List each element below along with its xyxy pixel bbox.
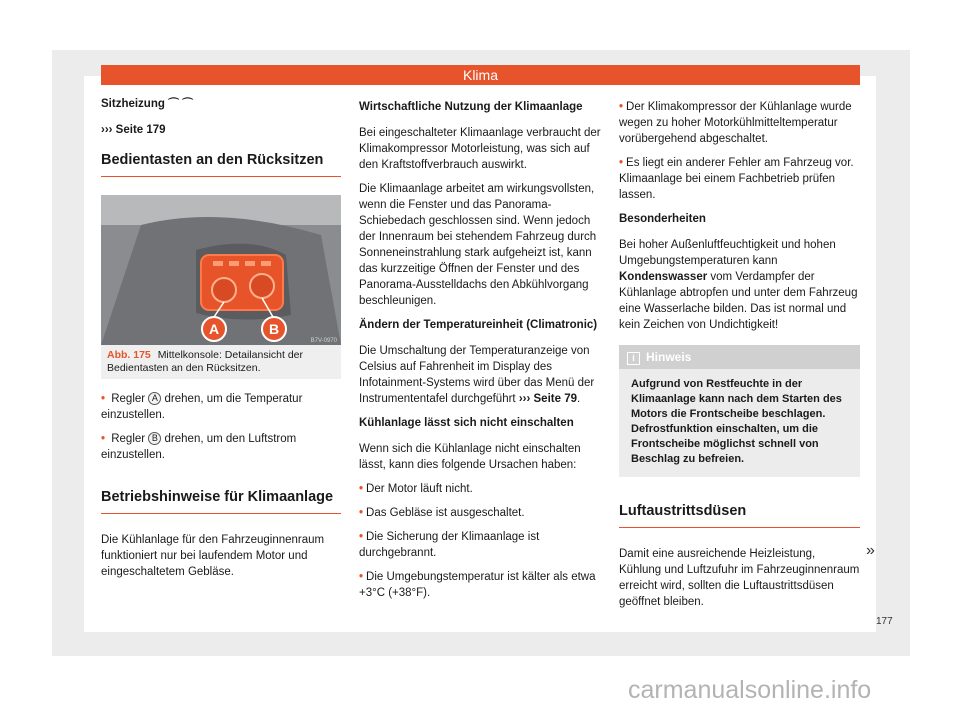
column-left xyxy=(101,96,341,588)
console-illustration xyxy=(101,195,341,345)
cause-item: • Der Motor läuft nicht. xyxy=(359,483,473,495)
cause-item: • Die Umgebungstemperatur ist kälter als etwa +3°C (+38°F). xyxy=(359,571,596,599)
key-b-icon: B xyxy=(148,432,161,445)
cooling-wont-start-text: Wenn sich die Kühlanlage nicht einschalten lässt, kann dies folgende Ursachen haben: xyxy=(359,443,581,471)
cause-item: • Die Sicherung der Klimaanlage ist durchgebrannt. xyxy=(359,531,540,559)
bullet-dot-icon: • xyxy=(359,483,364,495)
cause-item: • Der Klimakompressor der Kühlanlage wurde wegen zu hoher Motorkühlmitteltemperatur vorübergehend abgeschaltet. xyxy=(619,101,852,145)
marker-b: B xyxy=(268,321,280,337)
bullet2-post: drehen, um den Luftstrom einzustellen. xyxy=(101,433,297,461)
bullet-dot-icon: • xyxy=(619,157,624,169)
note-title: Hinweis xyxy=(646,350,692,364)
section-header-bar: Klima xyxy=(101,65,860,85)
temperature-unit-text: Die Umschaltung der Temperaturanzeige von Celsius auf Fahrenheit im Display des Infotainment-Systems wird über das Menü der Instrumententafel durchgeführt ››› Seite 79. xyxy=(359,345,595,405)
bullet-dot-icon: • xyxy=(359,507,364,519)
page-number: 177 xyxy=(876,616,893,627)
note-header xyxy=(619,345,860,369)
column-right xyxy=(619,99,860,618)
key-a-icon: A xyxy=(148,392,161,405)
heading-temperature-unit: Ändern der Temperatureinheit (Climatronic) xyxy=(359,319,598,331)
bullet-dot-icon: • xyxy=(101,393,106,405)
temperature-unit-body: Die Umschaltung der Temperaturanzeige von Celsius auf Fahrenheit im Display des Infotainment-Systems wird über das Menü der Instrumententafel durchgeführt xyxy=(359,345,595,405)
info-icon: i xyxy=(627,352,640,365)
bullet-regler-b xyxy=(101,431,341,463)
bullet-dot-icon: • xyxy=(359,531,364,543)
heading-rear-controls: Bedientasten an den Rücksitzen xyxy=(101,152,341,177)
figure-caption xyxy=(101,345,341,379)
bullet-dot-icon: • xyxy=(101,433,106,445)
continue-arrow-icon: » xyxy=(866,542,875,559)
caption-text: Mittelkonsole: Detailansicht der Bedientasten an den Rücksitzen. xyxy=(107,349,304,374)
bullet-dot-icon: • xyxy=(619,101,624,113)
console-photo xyxy=(101,195,341,345)
bullet-dot-icon: • xyxy=(359,571,364,583)
heading-economical-use: Wirtschaftliche Nutzung der Klimaanlage xyxy=(359,101,583,113)
bullet2-pre: Regler xyxy=(111,433,146,445)
sitzheizung-label: Sitzheizung xyxy=(101,98,165,110)
economical-use-text-1: Bei eingeschalteter Klimaanlage verbraucht der Klimakompressor Motorleistung, was sich auf den Kraftstoffverbrauch auswirkt. xyxy=(359,127,601,171)
heading-air-vents: Luftaustrittsdüsen xyxy=(619,503,860,528)
heading-special-features: Besonderheiten xyxy=(619,213,706,225)
watermark: carmanualsonline.info xyxy=(628,676,872,704)
heading-operating-notes: Betriebshinweise für Klimaanlage xyxy=(101,489,341,514)
bullet1-pre: Regler xyxy=(111,393,146,405)
air-vents-text: Damit eine ausreichende Heizleistung, Kühlung und Luftzufuhr im Fahrzeuginnenraum erreicht wird, sollten die Luftaustrittsdüsen geöffnet bleiben. xyxy=(619,548,860,608)
note-text: Aufgrund von Restfeuchte in der Klimaanlage kann nach dem Starten des Motors die Frontscheibe beschlagen. Defrostfunktion einschalten, um die Frontscheibe möglichst schnell von Beschlag zu befreien. xyxy=(631,378,842,465)
economical-use-text-2: Die Klimaanlage arbeitet am wirkungsvollsten, wenn die Fenster und das Panorama-Schiebedach geschlossen sind. Wenn jedoch der Innenraum bei stehendem Fahrzeug durch Sonneneinstrahlung stark aufgeheizt ist, kann das kurzzeitige Öffnen der Fenster und des Panorama-Ausstelldachs den Abkühlvorgang beschleunigen. xyxy=(359,183,597,307)
seat-page-ref[interactable]: ››› Seite 179 xyxy=(101,124,166,136)
cause-item: • Das Gebläse ist ausgeschaltet. xyxy=(359,507,525,519)
heading-cooling-wont-start: Kühlanlage lässt sich nicht einschalten xyxy=(359,417,574,429)
caption-label: Abb. 175 xyxy=(107,349,151,361)
cause-item: • Es liegt ein anderer Fehler am Fahrzeug vor. Klimaanlage bei einem Fachbetrieb prüfen lassen. xyxy=(619,157,854,201)
photo-code: B7V-0970 xyxy=(310,338,337,344)
column-middle xyxy=(359,99,601,609)
bullet-regler-a xyxy=(101,391,341,423)
marker-a: A xyxy=(208,321,220,337)
special-features-text: Bei hoher Außenluftfeuchtigkeit und hohen Umgebungstemperaturen kann Kondenswasser vom Verdampfer der Kühlanlage abtropfen und unter dem Fahrzeug eine Wasserlache bilden. Das ist normal und kein Zeichen von Undichtigkeit! xyxy=(619,239,858,331)
sitzheizung-line xyxy=(101,96,341,112)
bullet1-post: drehen, um die Temperatur einzustellen. xyxy=(101,393,303,421)
temperature-page-ref[interactable]: ››› Seite 79 xyxy=(518,393,577,405)
note-box xyxy=(619,345,860,477)
seat-heat-icon: ⌒ ⌒ xyxy=(168,98,194,110)
operating-notes-text: Die Kühlanlage für den Fahrzeuginnenraum funktioniert nur bei laufendem Motor und eingeschaltetem Gebläse. xyxy=(101,534,325,578)
